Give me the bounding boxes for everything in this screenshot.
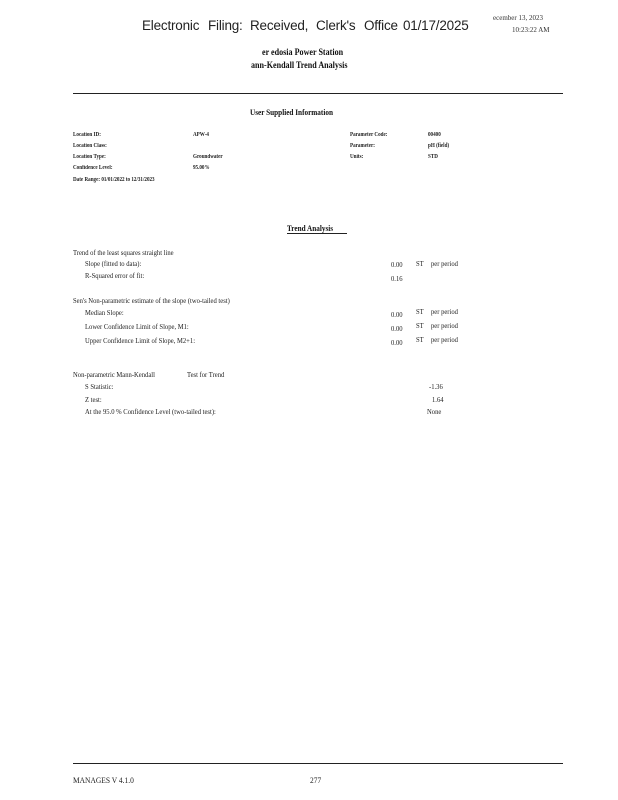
parameter-label: Parameter: bbox=[350, 143, 375, 149]
s-statistic-value: -1.36 bbox=[429, 382, 443, 391]
slope-label: Slope (fitted to data): bbox=[85, 259, 142, 268]
slope-value: 0.00 bbox=[391, 260, 403, 269]
z-test-label: Z test: bbox=[85, 395, 102, 404]
stamp-filing: Filing: bbox=[208, 18, 243, 33]
median-slope-period: per period bbox=[431, 307, 458, 316]
sen-title: Sen's Non-parametric estimate of the slope (two-tailed test) bbox=[73, 296, 230, 305]
report-title-analysis: ann-Kendall Trend Analysis bbox=[251, 61, 348, 71]
location-type-label: Location Type: bbox=[73, 154, 106, 160]
stamp-office: Office bbox=[364, 18, 398, 33]
parameter-code-value: 00400 bbox=[428, 132, 441, 138]
z-test-value: 1.64 bbox=[432, 395, 444, 404]
median-slope-label: Median Slope: bbox=[85, 308, 124, 317]
location-id-label: Location ID: bbox=[73, 132, 101, 138]
stamp-electronic: Electronic bbox=[142, 18, 200, 33]
stamp-date: 01/17/2025 bbox=[403, 18, 469, 33]
location-class-label: Location Class: bbox=[73, 143, 107, 149]
r-squared-value: 0.16 bbox=[391, 274, 403, 283]
user-info-heading: User Supplied Information bbox=[250, 107, 333, 117]
confidence-level-value: 95.00% bbox=[193, 165, 210, 171]
upper-limit-unit: ST bbox=[416, 335, 424, 344]
stamp-received: Received, bbox=[250, 18, 309, 33]
upper-limit-period: per period bbox=[431, 335, 458, 344]
parameter-code-label: Parameter Code: bbox=[350, 132, 388, 138]
report-title-station: er edosia Power Station bbox=[262, 48, 344, 58]
confidence-result-value: None bbox=[427, 407, 442, 416]
parameter-value: pH (field) bbox=[428, 143, 450, 149]
slope-period: per period bbox=[431, 259, 458, 268]
page-number: 277 bbox=[310, 775, 322, 785]
confidence-level-label: Confidence Level: bbox=[73, 165, 113, 171]
upper-limit-value: 0.00 bbox=[391, 338, 403, 347]
r-squared-label: R-Squared error of fit: bbox=[85, 271, 145, 280]
stamp-clerks: Clerk's bbox=[316, 18, 356, 33]
lower-limit-period: per period bbox=[431, 321, 458, 330]
lower-limit-label: Lower Confidence Limit of Slope, M1: bbox=[85, 322, 189, 331]
report-time: 10:23:22 AM bbox=[512, 26, 550, 34]
median-slope-unit: ST bbox=[416, 307, 424, 316]
mann-kendall-test: Test for Trend bbox=[187, 370, 225, 379]
trend-analysis-heading: Trend Analysis bbox=[287, 223, 334, 233]
confidence-result-label: At the 95.0 % Confidence Level (two-tailed test): bbox=[85, 407, 216, 416]
units-label: Units: bbox=[350, 154, 364, 160]
header-divider bbox=[73, 93, 563, 94]
median-slope-value: 0.00 bbox=[391, 310, 403, 319]
location-type-value: Groundwater bbox=[193, 154, 223, 160]
footer-divider bbox=[73, 763, 563, 764]
s-statistic-label: S Statistic: bbox=[85, 382, 114, 391]
lower-limit-value: 0.00 bbox=[391, 324, 403, 333]
lower-limit-unit: ST bbox=[416, 321, 424, 330]
least-squares-title: Trend of the least squares straight line bbox=[73, 248, 174, 257]
units-value: STD bbox=[428, 154, 438, 160]
upper-limit-label: Upper Confidence Limit of Slope, M2+1: bbox=[85, 336, 196, 345]
mann-kendall-title: Non-parametric Mann-Kendall bbox=[73, 370, 155, 379]
report-date: ecember 13, 2023 bbox=[493, 14, 543, 22]
date-range-label: Date Range: 01/01/2022 to 12/31/2023 bbox=[73, 177, 155, 183]
location-id-value: APW-4 bbox=[193, 132, 209, 138]
slope-unit: ST bbox=[416, 259, 424, 268]
software-version: MANAGES V 4.1.0 bbox=[73, 775, 134, 785]
trend-heading-underline bbox=[287, 233, 347, 234]
